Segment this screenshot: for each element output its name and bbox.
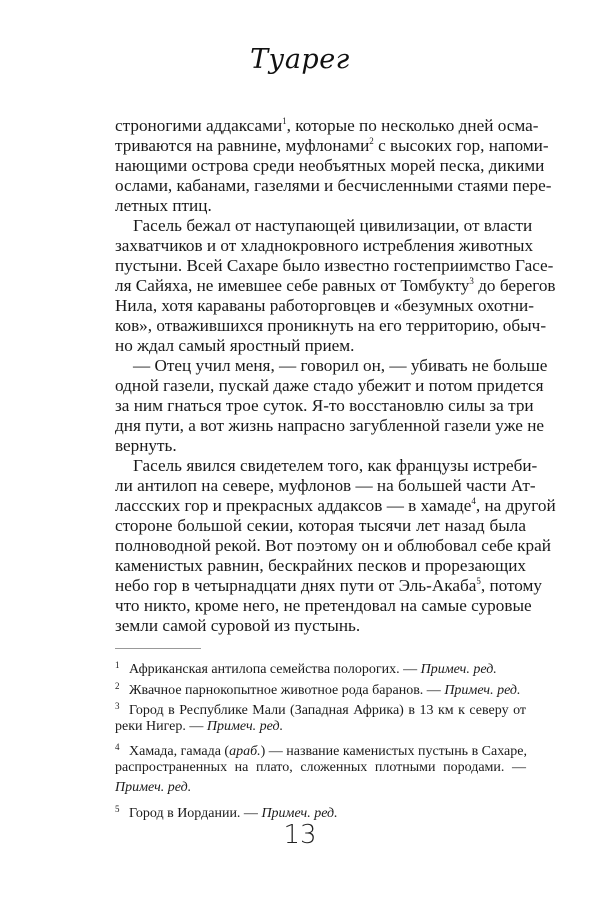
footnote-italic: Примеч. ред. xyxy=(115,780,192,795)
footnote-italic: араб. xyxy=(229,744,261,759)
footnotes xyxy=(115,655,526,819)
text-span: пустыни. Всей Сахаре было известно гостеприимство Гасе- xyxy=(115,256,554,275)
text-span: триваются на равнине, муфлонами xyxy=(115,136,370,155)
footnote-number: 1 xyxy=(115,660,120,670)
text-span: лассских гор и прекрасных аддаксов — в хамаде xyxy=(115,496,472,515)
text-line xyxy=(115,376,544,396)
text-span: ков», отважившихся проникнуть на его территорию, обыч- xyxy=(115,316,547,335)
text-span: захватчиков и от хладнокровного истребления животных xyxy=(115,236,534,255)
footnote-ref: 2 xyxy=(369,136,374,146)
text-line xyxy=(115,496,556,516)
footnote-italic: Примеч. ред. xyxy=(206,718,284,734)
text-span: летных птиц. xyxy=(115,196,212,215)
text-span: каменистых равнин, бескрайних песков и прорезающих xyxy=(115,556,526,575)
footnote-line xyxy=(115,799,526,820)
footnote-line xyxy=(115,758,526,779)
footnote-line xyxy=(115,696,526,717)
page-number: 13 xyxy=(283,820,317,850)
footnote-line xyxy=(115,655,526,676)
text-span: ли антилоп на севере, муфлонов — на большей части Ат- xyxy=(115,476,536,495)
text-line xyxy=(115,416,545,436)
text-line xyxy=(115,596,532,616)
text-line xyxy=(115,556,526,576)
text-span: , потому xyxy=(480,576,543,595)
footnote-divider xyxy=(115,648,201,649)
text-line xyxy=(115,116,539,136)
text-line xyxy=(115,276,556,296)
footnote-text: Город в Республике Мали (Западная Африка) в 13 км к северу от xyxy=(129,703,526,718)
footnote-text: Жвачное парнокопытное животное рода баранов. — xyxy=(129,682,445,698)
text-span: ля Сайяха, не имевшее себе равных от Томбукту xyxy=(115,276,470,295)
text-line xyxy=(115,476,536,496)
text-span: дня пути, а вот жизнь напрасно загубленной газели уже не xyxy=(115,416,545,435)
text-span: ослами, кабанами, газелями и бесчисленными стаями пере- xyxy=(115,176,552,195)
footnote-text: ) — название каменистых пустынь в Сахаре, xyxy=(260,744,527,759)
running-header-title: Туарег xyxy=(250,44,350,75)
text-line xyxy=(115,536,551,556)
text-line xyxy=(115,196,526,216)
text-line xyxy=(115,176,552,196)
text-line xyxy=(115,256,554,276)
text-span: полноводной рекой. Вот поэтому он и облюбовал себе край xyxy=(115,536,551,555)
text-line xyxy=(115,296,534,316)
text-line xyxy=(115,336,526,356)
footnote-italic: Примеч. ред. xyxy=(261,805,338,821)
footnote-ref: 5 xyxy=(476,576,481,586)
footnote-line xyxy=(115,737,526,758)
footnote-text: Африканская антилопа семейства полорогих. — xyxy=(129,662,421,677)
text-line xyxy=(115,156,545,176)
text-line xyxy=(115,396,534,416)
text-line xyxy=(115,436,526,456)
footnote-text: Город в Иордании. — xyxy=(129,805,262,821)
footnote-number: 4 xyxy=(115,742,120,752)
footnote-ref: 4 xyxy=(471,496,476,506)
text-span: Нила, хотя караваны работорговцев и «безумных охотни- xyxy=(115,296,534,315)
text-span: , на другой xyxy=(475,496,556,515)
text-line xyxy=(115,576,543,596)
text-span: за ним гнаться трое суток. Я-то восстановлю силы за три xyxy=(115,396,534,415)
text-span: , которые по несколько дней осма- xyxy=(286,116,539,135)
footnote-text: реки Нигер. — xyxy=(115,718,207,734)
text-span: Гасель явился свидетелем того, как французы истреби- xyxy=(133,456,538,475)
text-line xyxy=(115,136,549,156)
footnote-text: распространенных на плато, сложенных плотными породами. — xyxy=(115,759,526,775)
text-span: стороне большой секии, которая тысячи лет назад была xyxy=(115,516,526,535)
text-line xyxy=(115,216,533,236)
text-span: строногими аддаксами xyxy=(115,116,283,135)
text-span: небо гор в четырнадцати днях пути от Эль-Акаба xyxy=(115,576,477,595)
body-text xyxy=(115,116,556,636)
text-span: с высоких гор, напоми- xyxy=(373,136,549,155)
text-line xyxy=(115,356,548,376)
text-span: Гасель бежал от наступающей цивилизации, от власти xyxy=(133,216,533,235)
footnote-ref: 1 xyxy=(282,116,287,126)
text-span: но ждал самый яростный прием. xyxy=(115,336,355,355)
footnote-text: Хамада, гамада ( xyxy=(129,744,230,759)
text-span: одной газели, пускай даже стадо убежит и потом придется xyxy=(115,376,544,395)
footnote-line xyxy=(115,778,526,799)
text-span: нающими острова среди необъятных морей песка, дикими xyxy=(115,156,545,175)
text-span: до берегов xyxy=(473,276,556,295)
text-span: что никто, кроме него, не претендовал на самые суровые xyxy=(115,596,532,615)
text-span: вернуть. xyxy=(115,436,177,455)
text-line xyxy=(115,236,534,256)
footnote-line xyxy=(115,717,526,738)
text-span: — Отец учил меня, — говорил он, — убивать не больше xyxy=(133,356,548,375)
text-line xyxy=(115,616,526,636)
footnote-number: 5 xyxy=(115,803,120,814)
text-span: земли самой суровой из пустынь. xyxy=(115,616,361,635)
footnote-italic: Примеч. ред. xyxy=(444,682,521,698)
text-line xyxy=(115,316,547,336)
footnote-line xyxy=(115,676,526,697)
footnote-italic: Примеч. ред. xyxy=(420,662,497,677)
footnote-ref: 3 xyxy=(469,276,474,286)
text-line xyxy=(115,516,526,536)
text-line xyxy=(115,456,538,476)
footnote-number: 2 xyxy=(115,680,120,691)
footnote-number: 3 xyxy=(115,701,120,711)
